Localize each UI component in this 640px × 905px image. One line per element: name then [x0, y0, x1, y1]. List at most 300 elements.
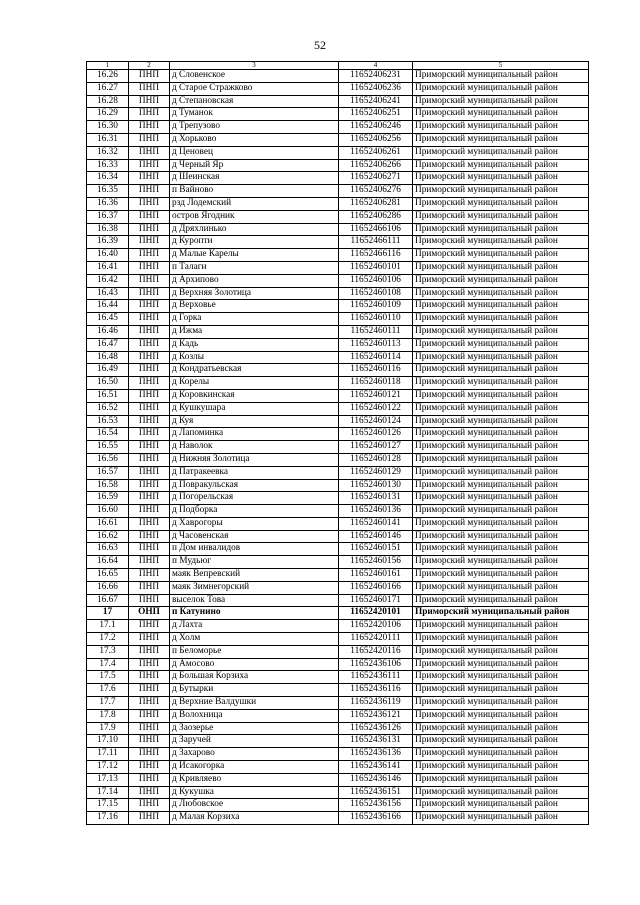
- district-cell: Приморский муниципальный район: [413, 748, 589, 761]
- row-number-cell: 16.57: [87, 466, 129, 479]
- settlement-name-cell: маяк Зимнегорский: [170, 581, 339, 594]
- row-number-cell: 17.9: [87, 722, 129, 735]
- settlement-type-cell: ПНП: [129, 556, 170, 569]
- settlement-name-cell: д Кадь: [170, 338, 339, 351]
- settlement-name-cell: д Бутырки: [170, 684, 339, 697]
- settlement-name-cell: д Амосово: [170, 658, 339, 671]
- settlement-name-cell: д Подборка: [170, 505, 339, 518]
- table-row: [87, 645, 589, 658]
- settlement-type-cell: ПНП: [129, 786, 170, 799]
- oktmo-code-cell: 11652420101: [339, 607, 413, 620]
- row-number-cell: 16.36: [87, 197, 129, 210]
- settlement-type-cell: ПНП: [129, 645, 170, 658]
- settlement-type-cell: ПНП: [129, 594, 170, 607]
- row-number-cell: 16.26: [87, 70, 129, 83]
- settlement-type-cell: ПНП: [129, 773, 170, 786]
- page-number: 52: [314, 38, 326, 52]
- oktmo-code-cell: 11652460106: [339, 274, 413, 287]
- district-cell: Приморский муниципальный район: [413, 722, 589, 735]
- settlement-type-cell: ПНП: [129, 300, 170, 313]
- table-row: [87, 325, 589, 338]
- settlement-name-cell: п Дом инвалидов: [170, 543, 339, 556]
- row-number-cell: 16.44: [87, 300, 129, 313]
- district-cell: Приморский муниципальный район: [413, 70, 589, 83]
- settlement-name-cell: д Кондратьевская: [170, 364, 339, 377]
- settlement-name-cell: д Холм: [170, 633, 339, 646]
- settlement-type-cell: ПНП: [129, 453, 170, 466]
- settlement-name-cell: д Черный Яр: [170, 159, 339, 172]
- oktmo-code-cell: 11652460156: [339, 556, 413, 569]
- settlement-name-cell: д Верховье: [170, 300, 339, 313]
- table-row: [87, 799, 589, 812]
- oktmo-code-cell: 11652406261: [339, 146, 413, 159]
- row-number-cell: 16.29: [87, 108, 129, 121]
- oktmo-code-cell: 11652460128: [339, 453, 413, 466]
- row-number-cell: 17.15: [87, 799, 129, 812]
- column-number: 4: [339, 62, 413, 70]
- oktmo-code-cell: 11652436156: [339, 799, 413, 812]
- table-row: [87, 466, 589, 479]
- settlement-name-cell: д Трепузово: [170, 121, 339, 134]
- settlement-type-cell: ПНП: [129, 210, 170, 223]
- row-number-cell: 17.4: [87, 658, 129, 671]
- oktmo-code-cell: 11652460114: [339, 351, 413, 364]
- district-cell: Приморский муниципальный район: [413, 505, 589, 518]
- settlement-name-cell: п Вайново: [170, 185, 339, 198]
- table-row: [87, 658, 589, 671]
- table-row: [87, 261, 589, 274]
- oktmo-code-cell: 11652460109: [339, 300, 413, 313]
- oktmo-code-cell: 11652436146: [339, 773, 413, 786]
- row-number-cell: 17.3: [87, 645, 129, 658]
- settlement-type-cell: ПНП: [129, 748, 170, 761]
- oktmo-code-cell: 11652406246: [339, 121, 413, 134]
- row-number-cell: 16.66: [87, 581, 129, 594]
- table-row: [87, 428, 589, 441]
- settlement-type-cell: ПНП: [129, 197, 170, 210]
- oktmo-code-cell: 11652460151: [339, 543, 413, 556]
- settlement-name-cell: д Кривляево: [170, 773, 339, 786]
- table-row: [87, 364, 589, 377]
- row-number-cell: 16.39: [87, 236, 129, 249]
- oktmo-code-cell: 11652436106: [339, 658, 413, 671]
- district-cell: Приморский муниципальный район: [413, 389, 589, 402]
- settlement-type-cell: ПНП: [129, 402, 170, 415]
- settlement-type-cell: ОНП: [129, 607, 170, 620]
- settlement-type-cell: ПНП: [129, 799, 170, 812]
- settlement-name-cell: д Патракеевка: [170, 466, 339, 479]
- oktmo-code-cell: 11652460116: [339, 364, 413, 377]
- row-number-cell: 17.2: [87, 633, 129, 646]
- row-number-cell: 17.13: [87, 773, 129, 786]
- settlement-name-cell: д Захарово: [170, 748, 339, 761]
- district-cell: Приморский муниципальный район: [413, 415, 589, 428]
- table-row: [87, 505, 589, 518]
- settlement-name-cell: рзд Лодемский: [170, 197, 339, 210]
- oktmo-code-cell: 11652436121: [339, 709, 413, 722]
- oktmo-code-cell: 11652460118: [339, 377, 413, 390]
- oktmo-code-cell: 11652406286: [339, 210, 413, 223]
- oktmo-code-cell: 11652460124: [339, 415, 413, 428]
- table-row: [87, 620, 589, 633]
- district-cell: Приморский муниципальный район: [413, 261, 589, 274]
- settlement-type-cell: ПНП: [129, 633, 170, 646]
- oktmo-code-cell: 11652420111: [339, 633, 413, 646]
- oktmo-code-cell: 11652406241: [339, 95, 413, 108]
- settlement-type-cell: ПНП: [129, 313, 170, 326]
- district-cell: Приморский муниципальный район: [413, 812, 589, 825]
- settlement-name-cell: д Старое Стражково: [170, 82, 339, 95]
- oktmo-code-cell: 11652460161: [339, 569, 413, 582]
- settlement-name-cell: д Кукушка: [170, 786, 339, 799]
- settlement-type-cell: ПНП: [129, 505, 170, 518]
- district-cell: Приморский муниципальный район: [413, 697, 589, 710]
- oktmo-code-cell: 11652460108: [339, 287, 413, 300]
- district-cell: Приморский муниципальный район: [413, 364, 589, 377]
- table-row: [87, 95, 589, 108]
- district-cell: Приморский муниципальный район: [413, 159, 589, 172]
- district-cell: Приморский муниципальный район: [413, 773, 589, 786]
- row-number-cell: 16.67: [87, 594, 129, 607]
- oktmo-code-cell: 11652436166: [339, 812, 413, 825]
- district-cell: Приморский муниципальный район: [413, 517, 589, 530]
- district-cell: Приморский муниципальный район: [413, 786, 589, 799]
- district-cell: Приморский муниципальный район: [413, 581, 589, 594]
- district-cell: Приморский муниципальный район: [413, 95, 589, 108]
- table-row: [87, 377, 589, 390]
- district-cell: Приморский муниципальный район: [413, 82, 589, 95]
- settlement-type-cell: ПНП: [129, 441, 170, 454]
- district-cell: Приморский муниципальный район: [413, 684, 589, 697]
- district-cell: Приморский муниципальный район: [413, 172, 589, 185]
- row-number-cell: 16.32: [87, 146, 129, 159]
- district-cell: Приморский муниципальный район: [413, 735, 589, 748]
- oktmo-code-cell: 11652406276: [339, 185, 413, 198]
- oktmo-code-cell: 11652460127: [339, 441, 413, 454]
- settlement-type-cell: ПНП: [129, 530, 170, 543]
- settlement-type-cell: ПНП: [129, 70, 170, 83]
- column-number: 2: [129, 62, 170, 70]
- row-number-cell: 16.47: [87, 338, 129, 351]
- settlement-name-cell: д Малая Корзиха: [170, 812, 339, 825]
- settlement-type-cell: ПНП: [129, 569, 170, 582]
- district-cell: Приморский муниципальный район: [413, 441, 589, 454]
- oktmo-code-cell: 11652406256: [339, 133, 413, 146]
- district-cell: Приморский муниципальный район: [413, 492, 589, 505]
- table-row: [87, 735, 589, 748]
- district-cell: Приморский муниципальный район: [413, 761, 589, 774]
- table-row: [87, 684, 589, 697]
- settlement-type-cell: ПНП: [129, 172, 170, 185]
- settlement-type-cell: ПНП: [129, 82, 170, 95]
- table-row: [87, 786, 589, 799]
- settlement-type-cell: ПНП: [129, 121, 170, 134]
- row-number-cell: 16.48: [87, 351, 129, 364]
- row-number-cell: 16.43: [87, 287, 129, 300]
- row-number-cell: 17.1: [87, 620, 129, 633]
- oktmo-code-cell: 11652436151: [339, 786, 413, 799]
- table-row: [87, 812, 589, 825]
- settlement-name-cell: д Кушкушара: [170, 402, 339, 415]
- district-cell: Приморский муниципальный район: [413, 338, 589, 351]
- settlement-name-cell: д Хорьково: [170, 133, 339, 146]
- district-cell: Приморский муниципальный район: [413, 556, 589, 569]
- oktmo-code-cell: 11652436131: [339, 735, 413, 748]
- oktmo-code-cell: 11652406281: [339, 197, 413, 210]
- table-row: [87, 569, 589, 582]
- table-row: [87, 479, 589, 492]
- settlement-table: [86, 61, 589, 825]
- district-cell: Приморский муниципальный район: [413, 645, 589, 658]
- district-cell: Приморский муниципальный район: [413, 620, 589, 633]
- district-cell: Приморский муниципальный район: [413, 300, 589, 313]
- oktmo-code-cell: 11652460146: [339, 530, 413, 543]
- row-number-cell: 16.65: [87, 569, 129, 582]
- row-number-cell: 17.10: [87, 735, 129, 748]
- settlement-name-cell: д Козлы: [170, 351, 339, 364]
- table-row: [87, 722, 589, 735]
- settlement-name-cell: д Ценовец: [170, 146, 339, 159]
- settlement-name-cell: д Архипово: [170, 274, 339, 287]
- row-number-cell: 17.5: [87, 671, 129, 684]
- table-row: [87, 70, 589, 83]
- district-cell: Приморский муниципальный район: [413, 633, 589, 646]
- table-row: [87, 415, 589, 428]
- oktmo-code-cell: 11652436141: [339, 761, 413, 774]
- row-number-cell: 16.35: [87, 185, 129, 198]
- settlement-name-cell: п Талаги: [170, 261, 339, 274]
- settlement-name-cell: д Горка: [170, 313, 339, 326]
- settlement-type-cell: ПНП: [129, 517, 170, 530]
- settlement-name-cell: д Погорельская: [170, 492, 339, 505]
- district-cell: Приморский муниципальный район: [413, 287, 589, 300]
- column-number-row: [87, 62, 589, 70]
- district-cell: Приморский муниципальный район: [413, 274, 589, 287]
- settlement-name-cell: д Дряхлинько: [170, 223, 339, 236]
- settlement-type-cell: ПНП: [129, 389, 170, 402]
- settlement-type-cell: ПНП: [129, 159, 170, 172]
- settlement-type-cell: ПНП: [129, 261, 170, 274]
- settlement-name-cell: д Повракульская: [170, 479, 339, 492]
- table-row: [87, 108, 589, 121]
- table-row: [87, 133, 589, 146]
- table-row: [87, 492, 589, 505]
- settlement-type-cell: ПНП: [129, 338, 170, 351]
- table-row: [87, 274, 589, 287]
- settlement-type-cell: ПНП: [129, 620, 170, 633]
- table-row: [87, 530, 589, 543]
- settlement-type-cell: ПНП: [129, 581, 170, 594]
- oktmo-code-cell: 11652460141: [339, 517, 413, 530]
- settlement-name-cell: д Волохница: [170, 709, 339, 722]
- table-row: [87, 441, 589, 454]
- district-cell: Приморский муниципальный район: [413, 236, 589, 249]
- table-row: [87, 761, 589, 774]
- settlement-name-cell: д Заозерье: [170, 722, 339, 735]
- row-number-cell: 16.60: [87, 505, 129, 518]
- table-row: [87, 249, 589, 262]
- table-row: [87, 671, 589, 684]
- settlement-type-cell: ПНП: [129, 325, 170, 338]
- district-cell: Приморский муниципальный район: [413, 428, 589, 441]
- settlement-name-cell: д Коровкинская: [170, 389, 339, 402]
- settlement-type-cell: ПНП: [129, 364, 170, 377]
- settlement-type-cell: ПНП: [129, 671, 170, 684]
- district-cell: Приморский муниципальный район: [413, 133, 589, 146]
- oktmo-code-cell: 11652460171: [339, 594, 413, 607]
- table-row: [87, 633, 589, 646]
- district-cell: Приморский муниципальный район: [413, 313, 589, 326]
- settlement-name-cell: д Верхняя Золотица: [170, 287, 339, 300]
- settlement-name-cell: д Верхние Валдушки: [170, 697, 339, 710]
- oktmo-code-cell: 11652466116: [339, 249, 413, 262]
- settlement-type-cell: ПНП: [129, 236, 170, 249]
- district-cell: Приморский муниципальный район: [413, 466, 589, 479]
- oktmo-code-cell: 11652460131: [339, 492, 413, 505]
- column-number: 1: [87, 62, 129, 70]
- district-cell: Приморский муниципальный район: [413, 402, 589, 415]
- table-row: [87, 313, 589, 326]
- table-row: [87, 287, 589, 300]
- settlement-type-cell: ПНП: [129, 684, 170, 697]
- district-cell: Приморский муниципальный район: [413, 453, 589, 466]
- district-cell: Приморский муниципальный район: [413, 530, 589, 543]
- row-number-cell: 16.54: [87, 428, 129, 441]
- settlement-type-cell: ПНП: [129, 479, 170, 492]
- row-number-cell: 17.16: [87, 812, 129, 825]
- oktmo-code-cell: 11652460126: [339, 428, 413, 441]
- settlement-name-cell: д Заручей: [170, 735, 339, 748]
- district-cell: Приморский муниципальный район: [413, 607, 589, 620]
- table-row: [87, 210, 589, 223]
- settlement-type-cell: ПНП: [129, 377, 170, 390]
- table-row: [87, 172, 589, 185]
- settlement-type-cell: ПНП: [129, 709, 170, 722]
- oktmo-code-cell: 11652466106: [339, 223, 413, 236]
- row-number-cell: 16.64: [87, 556, 129, 569]
- settlement-type-cell: ПНП: [129, 108, 170, 121]
- row-number-cell: 16.42: [87, 274, 129, 287]
- row-number-cell: 16.41: [87, 261, 129, 274]
- settlement-type-cell: ПНП: [129, 415, 170, 428]
- settlement-type-cell: ПНП: [129, 761, 170, 774]
- table-row: [87, 185, 589, 198]
- district-cell: Приморский муниципальный район: [413, 146, 589, 159]
- oktmo-code-cell: 11652460110: [339, 313, 413, 326]
- table-row: [87, 543, 589, 556]
- row-number-cell: 16.45: [87, 313, 129, 326]
- row-number-cell: 16.61: [87, 517, 129, 530]
- settlement-name-cell: д Корелы: [170, 377, 339, 390]
- row-number-cell: 16.53: [87, 415, 129, 428]
- table-row: [87, 748, 589, 761]
- settlement-type-cell: ПНП: [129, 492, 170, 505]
- settlement-type-cell: ПНП: [129, 735, 170, 748]
- row-number-cell: 16.50: [87, 377, 129, 390]
- table-row: [87, 697, 589, 710]
- oktmo-code-cell: 11652436136: [339, 748, 413, 761]
- district-cell: Приморский муниципальный район: [413, 377, 589, 390]
- settlement-name-cell: д Лапоминка: [170, 428, 339, 441]
- district-cell: Приморский муниципальный район: [413, 709, 589, 722]
- district-cell: Приморский муниципальный район: [413, 569, 589, 582]
- row-number-cell: 16.49: [87, 364, 129, 377]
- district-cell: Приморский муниципальный район: [413, 671, 589, 684]
- settlement-name-cell: п Катунино: [170, 607, 339, 620]
- table-row: [87, 146, 589, 159]
- table-row: [87, 773, 589, 786]
- oktmo-code-cell: 11652460166: [339, 581, 413, 594]
- table-row: [87, 197, 589, 210]
- settlement-name-cell: маяк Вепревский: [170, 569, 339, 582]
- row-number-cell: 16.59: [87, 492, 129, 505]
- settlement-name-cell: д Малые Карелы: [170, 249, 339, 262]
- settlement-type-cell: ПНП: [129, 428, 170, 441]
- settlement-type-cell: ПНП: [129, 722, 170, 735]
- row-number-cell: 16.52: [87, 402, 129, 415]
- settlement-name-cell: д Наволок: [170, 441, 339, 454]
- district-cell: Приморский муниципальный район: [413, 351, 589, 364]
- table-row: [87, 607, 589, 620]
- row-number-cell: 16.37: [87, 210, 129, 223]
- district-cell: Приморский муниципальный район: [413, 249, 589, 262]
- column-number: 3: [170, 62, 339, 70]
- row-number-cell: 17.11: [87, 748, 129, 761]
- oktmo-code-cell: 11652460122: [339, 402, 413, 415]
- district-cell: Приморский муниципальный район: [413, 121, 589, 134]
- row-number-cell: 17.6: [87, 684, 129, 697]
- oktmo-code-cell: 11652460101: [339, 261, 413, 274]
- settlement-name-cell: д Часовенская: [170, 530, 339, 543]
- oktmo-code-cell: 11652460136: [339, 505, 413, 518]
- row-number-cell: 17.12: [87, 761, 129, 774]
- settlement-name-cell: д Лахта: [170, 620, 339, 633]
- row-number-cell: 16.30: [87, 121, 129, 134]
- table-row: [87, 300, 589, 313]
- table-row: [87, 389, 589, 402]
- row-number-cell: 16.46: [87, 325, 129, 338]
- district-cell: Приморский муниципальный район: [413, 325, 589, 338]
- settlement-name-cell: п Мудьюг: [170, 556, 339, 569]
- settlement-type-cell: ПНП: [129, 95, 170, 108]
- settlement-type-cell: ПНП: [129, 658, 170, 671]
- table-row: [87, 556, 589, 569]
- settlement-type-cell: ПНП: [129, 133, 170, 146]
- oktmo-code-cell: 11652466111: [339, 236, 413, 249]
- settlement-name-cell: д Ижма: [170, 325, 339, 338]
- settlement-type-cell: ПНП: [129, 543, 170, 556]
- district-cell: Приморский муниципальный район: [413, 108, 589, 121]
- table-row: [87, 351, 589, 364]
- table-row: [87, 82, 589, 95]
- settlement-type-cell: ПНП: [129, 466, 170, 479]
- settlement-name-cell: д Большая Корзиха: [170, 671, 339, 684]
- row-number-cell: 16.33: [87, 159, 129, 172]
- oktmo-code-cell: 11652406251: [339, 108, 413, 121]
- settlement-name-cell: выселок Това: [170, 594, 339, 607]
- settlement-type-cell: ПНП: [129, 249, 170, 262]
- table-row: [87, 594, 589, 607]
- settlement-name-cell: д Степановская: [170, 95, 339, 108]
- settlement-name-cell: д Куя: [170, 415, 339, 428]
- oktmo-code-cell: 11652406271: [339, 172, 413, 185]
- district-cell: Приморский муниципальный район: [413, 223, 589, 236]
- table-row: [87, 223, 589, 236]
- district-cell: Приморский муниципальный район: [413, 197, 589, 210]
- settlement-type-cell: ПНП: [129, 697, 170, 710]
- settlement-name-cell: д Словенское: [170, 70, 339, 83]
- row-number-cell: 17: [87, 607, 129, 620]
